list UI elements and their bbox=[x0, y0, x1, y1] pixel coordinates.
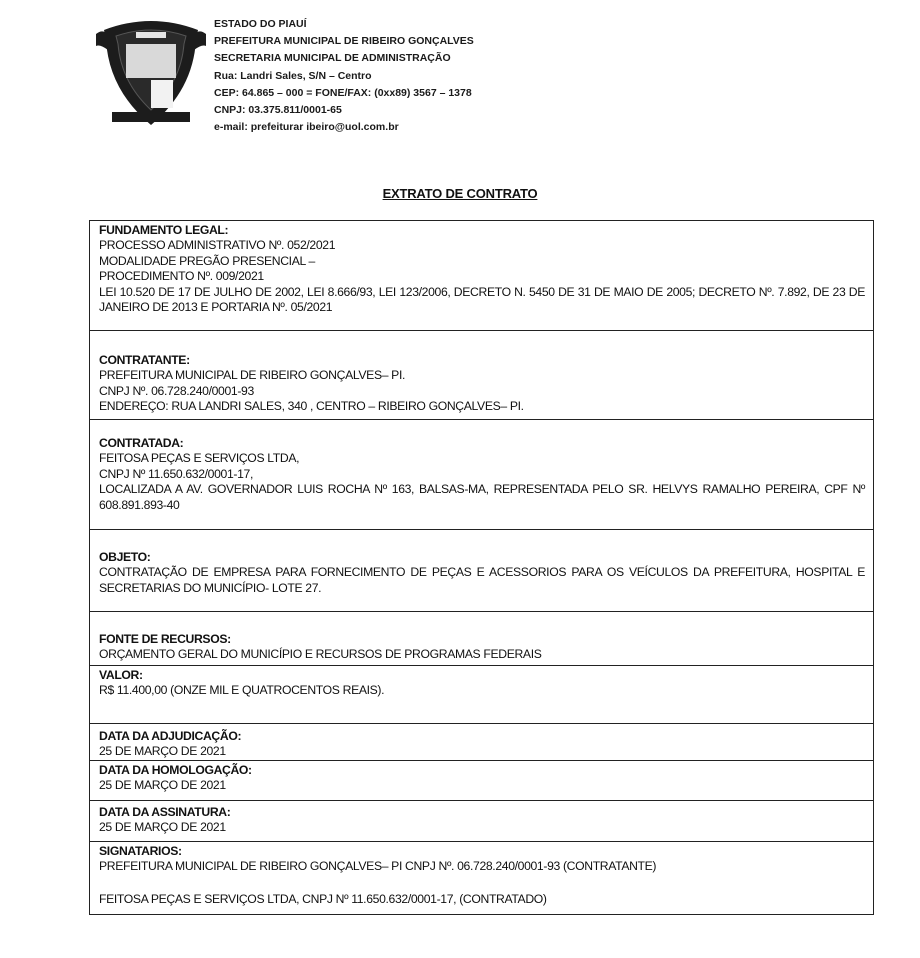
section-text: FEITOSA PEÇAS E SERVIÇOS LTDA, bbox=[99, 451, 300, 466]
header-line: CNPJ: 03.375.811/0001-65 bbox=[214, 104, 342, 117]
section-label: VALOR: bbox=[99, 668, 143, 682]
section-text: MODALIDADE PREGÃO PRESENCIAL – bbox=[99, 253, 315, 268]
section-text: 25 DE MARÇO DE 2021 bbox=[99, 744, 226, 759]
header-line: CEP: 64.865 – 000 = FONE/FAX: (0xx89) 3567 – 1378 bbox=[214, 86, 472, 99]
section-data-homologacao bbox=[90, 761, 873, 801]
section-label: SIGNATARIOS: bbox=[99, 844, 182, 858]
section-data-adjudicacao bbox=[90, 724, 873, 761]
section-label: CONTRATANTE: bbox=[99, 353, 190, 367]
section-label: DATA DA ASSINATURA: bbox=[99, 805, 231, 819]
section-contratada bbox=[90, 420, 873, 530]
section-label: OBJETO: bbox=[99, 550, 151, 564]
header-line: Rua: Landri Sales, S/N – Centro bbox=[214, 69, 372, 82]
section-signatarios bbox=[90, 842, 873, 914]
section-text: PROCESSO ADMINISTRATIVO Nº. 052/2021 bbox=[99, 238, 336, 253]
section-text: PREFEITURA MUNICIPAL DE RIBEIRO GONÇALVES– PI CNPJ Nº. 06.728.240/0001-93 (CONTRATANTE) bbox=[99, 859, 657, 874]
section-text: PROCEDIMENTO Nº. 009/2021 bbox=[99, 269, 264, 284]
section-fonte-de-recursos bbox=[90, 612, 873, 666]
header-line: SECRETARIA MUNICIPAL DE ADMINISTRAÇÃO bbox=[214, 52, 451, 65]
section-label: FUNDAMENTO LEGAL: bbox=[99, 223, 229, 237]
section-valor bbox=[90, 666, 873, 724]
document-title: EXTRATO DE CONTRATO bbox=[382, 186, 538, 201]
section-text: CNPJ Nº. 06.728.240/0001-93 bbox=[99, 383, 254, 398]
section-label: CONTRATADA: bbox=[99, 436, 184, 450]
section-text: 25 DE MARÇO DE 2021 bbox=[99, 820, 226, 835]
section-text: 25 DE MARÇO DE 2021 bbox=[99, 778, 226, 793]
section-text: PREFEITURA MUNICIPAL DE RIBEIRO GONÇALVES– PI. bbox=[99, 368, 406, 383]
municipal-coat-of-arms-logo bbox=[96, 10, 206, 130]
section-fundamento-legal bbox=[90, 221, 873, 331]
section-objeto bbox=[90, 530, 873, 612]
section-text: FEITOSA PEÇAS E SERVIÇOS LTDA, CNPJ Nº 11.650.632/0001-17, (CONTRATADO) bbox=[99, 891, 547, 906]
section-text: CONTRATAÇÃO DE EMPRESA PARA FORNECIMENTO DE PEÇAS E ACESSORIOS PARA OS VEÍCULOS DA PREFEITURA, HOSPITAL E SECRETARIAS DO MUNICÍPIO- LOTE 27. bbox=[99, 565, 865, 595]
header-line: e-mail: prefeiturar ibeiro@uol.com.br bbox=[214, 121, 399, 134]
letterhead-text bbox=[214, 16, 474, 136]
section-label: DATA DA HOMOLOGAÇÃO: bbox=[99, 763, 252, 777]
section-text: ORÇAMENTO GERAL DO MUNICÍPIO E RECURSOS DE PROGRAMAS FEDERAIS bbox=[99, 647, 542, 662]
section-text: ENDEREÇO: RUA LANDRI SALES, 340 , CENTRO – RIBEIRO GONÇALVES– PI. bbox=[99, 399, 524, 414]
section-data-assinatura bbox=[90, 801, 873, 842]
section-contratante bbox=[90, 331, 873, 420]
section-text: CNPJ Nº 11.650.632/0001-17, bbox=[99, 466, 253, 481]
section-text: LOCALIZADA A AV. GOVERNADOR LUIS ROCHA Nº 163, BALSAS-MA, REPRESENTADA PELO SR. HELVYS RAMALHO PEREIRA, CPF Nº 608.891.893-40 bbox=[99, 482, 865, 512]
section-label: FONTE DE RECURSOS: bbox=[99, 632, 231, 646]
contract-extract-table bbox=[89, 220, 874, 915]
header-line: ESTADO DO PIAUÍ bbox=[214, 18, 307, 30]
section-label: DATA DA ADJUDICAÇÃO: bbox=[99, 729, 242, 743]
letterhead bbox=[96, 10, 816, 140]
section-text: LEI 10.520 DE 17 DE JULHO DE 2002, LEI 8.666/93, LEI 123/2006, DECRETO N. 5450 DE 31 DE MAIO DE 2005; DECRETO Nº. 7.892, DE 23 DE JANEIRO DE 2013 E PORTARIA Nº. 05/2021 bbox=[99, 284, 865, 315]
header-line: PREFEITURA MUNICIPAL DE RIBEIRO GONÇALVES bbox=[214, 35, 474, 48]
section-text: R$ 11.400,00 (ONZE MIL E QUATROCENTOS REAIS). bbox=[99, 683, 385, 698]
